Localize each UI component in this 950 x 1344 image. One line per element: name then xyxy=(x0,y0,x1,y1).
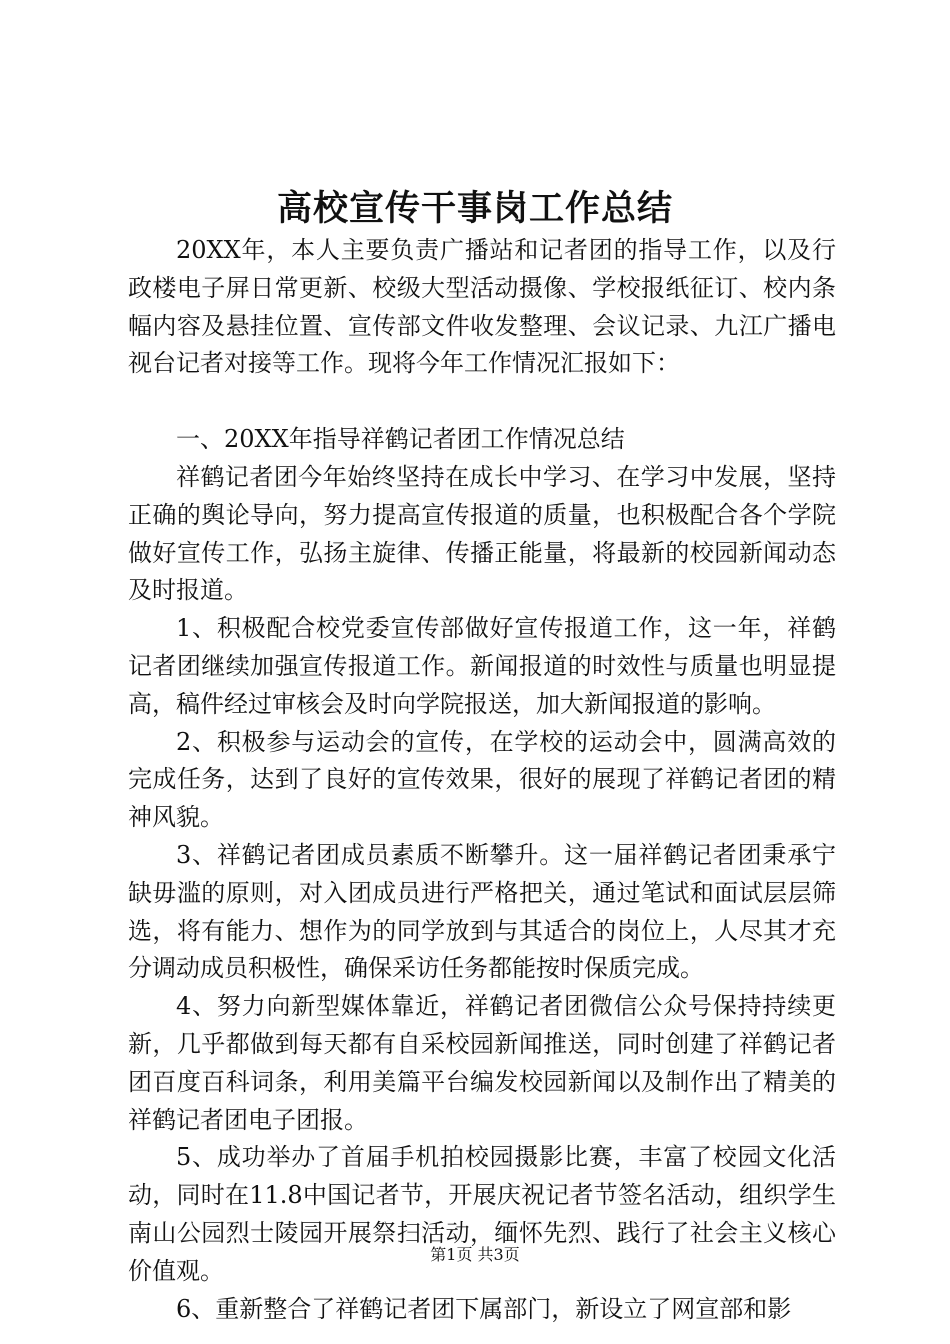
document-title: 高校宣传干事岗工作总结 xyxy=(276,188,673,229)
list-item: 3、祥鹤记者团成员素质不断攀升。这一届祥鹤记者团秉承宁缺毋滥的原则，对入团成员进行严格把关，通过笔试和面试层层筛选，将有能力、想作为的同学放到与其适合的岗位上，人尽其才充分调动成员积极性，确保采访任务都能按时保质完成。 xyxy=(128,840,836,983)
list-item: 5、成功举办了首届手机拍校园摄影比赛，丰富了校园文化活动，同时在11.8中国记者节，开展庆祝记者节签名活动，组织学生南山公园烈士陵园开展祭扫活动，缅怀先烈、践行了社会主义核心价值观。 xyxy=(128,1143,836,1285)
paragraph-gap xyxy=(128,383,836,421)
section-heading: 一、20XX年指导祥鹤记者团工作情况总结 xyxy=(176,425,625,454)
list-item: 4、努力向新型媒体靠近，祥鹤记者团微信公众号保持持续更新，几乎都做到每天都有自采校园新闻推送，同时创建了祥鹤记者团百度百科词条，利用美篇平台编发校园新闻以及制作出了精美的祥鹤记者团电子团报。 xyxy=(128,992,836,1134)
page-footer: 第1页 共3页 xyxy=(430,1245,520,1264)
document-body xyxy=(128,232,836,1328)
intro-paragraph: 20XX年，本人主要负责广播站和记者团的指导工作，以及行政楼电子屏日常更新、校级大型活动摄像、学校报纸征订、校内条幅内容及悬挂位置、宣传部文件收发整理、会议记录、九江广播电视台记者对接等工作。现将今年工作情况汇报如下： xyxy=(128,236,836,378)
list-item: 2、积极参与运动会的宣传，在学校的运动会中，圆满高效的完成任务，达到了良好的宣传效果，很好的展现了祥鹤记者团的精神风貌。 xyxy=(128,727,836,832)
list-item: 1、积极配合校党委宣传部做好宣传报道工作，这一年，祥鹤记者团继续加强宣传报道工作。新闻报道的时效性与质量也明显提高，稿件经过审核会及时向学院报送，加大新闻报道的影响。 xyxy=(128,614,836,718)
section-lead-paragraph: 祥鹤记者团今年始终坚持在成长中学习、在学习中发展，坚持正确的舆论导向，努力提高宣传报道的质量，也积极配合各个学院做好宣传工作，弘扬主旋律、传播正能量，将最新的校园新闻动态及时报道。 xyxy=(128,462,836,605)
list-item: 6、重新整合了祥鹤记者团下属部门，新设立了网宣部和影 xyxy=(176,1294,792,1323)
